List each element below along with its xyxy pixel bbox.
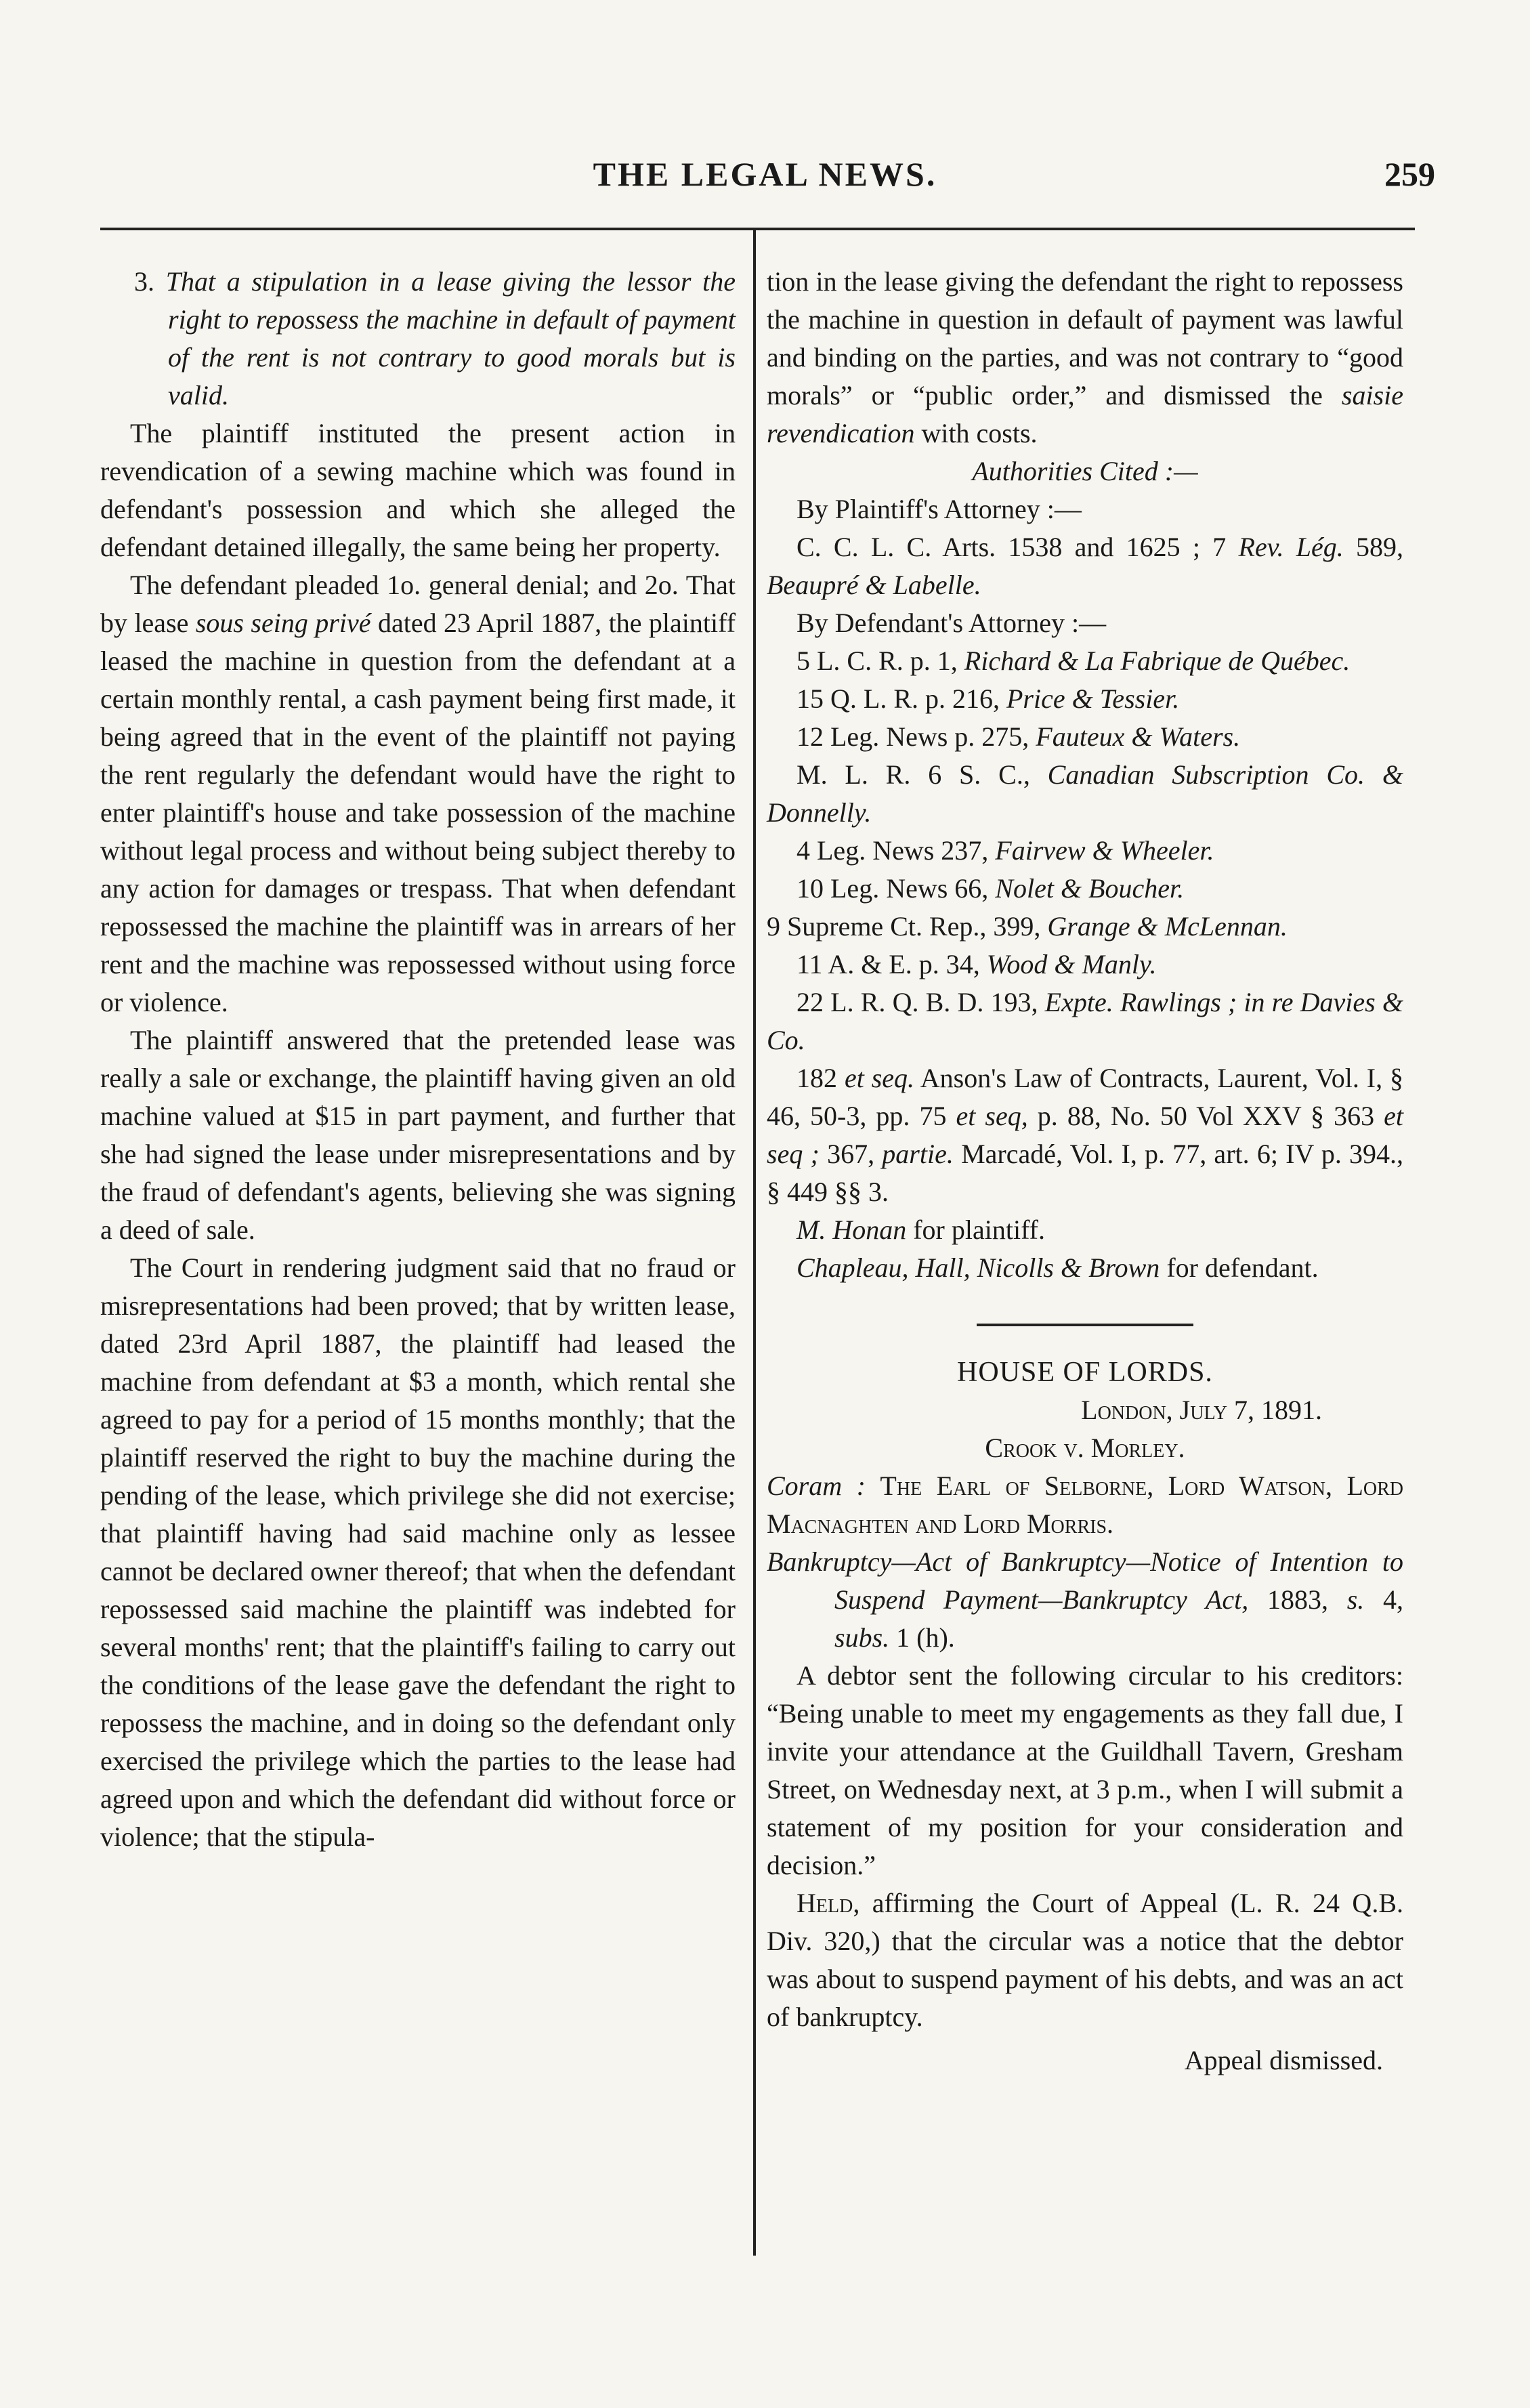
citation: [767, 984, 1403, 1059]
case-name: Fauteux & Waters.: [1036, 721, 1241, 752]
text: 1 (h).: [896, 1622, 955, 1653]
header-rule: [100, 228, 1415, 230]
text: 11 A. & E. p. 34,: [796, 949, 980, 979]
column-divider: [753, 230, 756, 2256]
case-name: Expte. Rawlings ; in re Davies & Co.: [767, 987, 1403, 1055]
text: 10 Leg. News 66,: [796, 873, 989, 904]
citation: [767, 908, 1403, 946]
text: for defendant.: [1166, 1252, 1319, 1283]
citation: [767, 832, 1403, 870]
citation: [767, 870, 1403, 908]
text: M. L. R. 6 S. C.,: [796, 759, 1030, 790]
italic-term: partie.: [882, 1139, 954, 1169]
page-number: 259: [1384, 155, 1435, 193]
counsel-plaintiff: [767, 1211, 1403, 1249]
citation: [767, 528, 1403, 604]
citation: [767, 680, 1403, 718]
disposition: Appeal dismissed.: [1184, 2045, 1383, 2075]
italic-term: sous seing privé: [195, 608, 371, 638]
counsel-defendant: [767, 1249, 1403, 1287]
case-name: Fairvew & Wheeler.: [995, 835, 1214, 866]
counsel-name: Chapleau, Hall, Nicolls & Brown: [796, 1252, 1160, 1283]
citation: [767, 718, 1403, 756]
text: with costs.: [921, 418, 1038, 448]
case-name: Price & Tessier.: [1006, 683, 1180, 714]
text: p. 88, No. 50 Vol XXV § 363: [1037, 1101, 1375, 1131]
paragraph-held: [767, 1884, 1403, 2036]
text: 4,: [1383, 1584, 1404, 1615]
text: 367,: [827, 1139, 875, 1169]
text: affirming the Court of Appeal (L. R. 24 Q.B. Div. 320,) that the circular was a notice that the debtor was about to suspend payment of his debts, and was an act of bankruptcy.: [767, 1888, 1404, 2032]
text: 15 Q. L. R. p. 216,: [796, 683, 1000, 714]
case-name: Wood & Manly.: [986, 949, 1157, 979]
case-name: Nolet & Boucher.: [995, 873, 1185, 904]
text: Anson's Law of Contracts, Laurent, Vol. I, § 46, 50-3, pp. 75: [767, 1063, 1404, 1131]
holding-3: [100, 263, 736, 415]
text: for plaintiff.: [913, 1214, 1045, 1245]
plaintiff-attorney-label: By Plaintiff's Attorney :—: [796, 494, 1082, 524]
journal-title: THE LEGAL NEWS.: [593, 155, 937, 193]
citation: [767, 756, 1403, 832]
held-label: Held,: [796, 1888, 860, 1918]
citation: [767, 946, 1403, 984]
case-name: Grange & McLennan.: [1047, 911, 1288, 942]
citation: [767, 1059, 1403, 1211]
italic-term: saisie revendication: [767, 380, 1404, 448]
judges: The Earl of Selborne, Lord Watson, Lord Macnaghten and Lord Morris.: [767, 1471, 1404, 1539]
text: C. C. L. C. Arts. 1538 and 1625 ; 7: [796, 532, 1227, 562]
text: 1883,: [1267, 1584, 1328, 1615]
text: tion in the lease giving the defendant the right to repossess the machine in question in default of payment was lawful and binding on the parties, and was not contrary to “good morals” or “public order,” and dismissed the: [767, 266, 1403, 410]
section-divider: [977, 1324, 1193, 1326]
section-title: HOUSE OF LORDS.: [957, 1357, 1213, 1388]
case-name: Canadian Subscription Co. & Donnelly.: [767, 759, 1404, 828]
paragraph-judgment: The Court in rendering judgment said that no fraud or misrepresentations had been proved; that by written lease, dated 23rd April 1887, the plaintiff had leased the machine from defendant at $3 a month, which rental she agreed to pay for a period of 15 months monthly; that the plaintiff reserved the right to buy the machine during the pending of the lease, which privilege she did not exercise; that plaintiff having had said machine only as lessee cannot be declared owner thereof; that when the defendant repossessed said machine the plaintiff was indebted for several months' rent; that the plaintiff's failing to carry out the conditions of the lease gave the defendant the right to repossess the machine, and in doing so the defendant only exercised the privilege which the parties to the lease had agreed upon and which the defendant did without force or violence; that the stipula-: [100, 1252, 736, 1852]
text: 12 Leg. News p. 275,: [796, 721, 1029, 752]
left-column: [100, 263, 736, 1856]
text: The defendant pleaded 1o. general denial; and 2o. That by lease: [100, 570, 736, 638]
paragraph-action: The plaintiff instituted the present action in revendication of a sewing machine which was found in defendant's possession and which she alleged the defendant detained illegally, the same being her property.: [100, 418, 736, 562]
case-parties: Crook v. Morley.: [985, 1433, 1185, 1463]
case-name: Beaupré & Labelle.: [767, 570, 981, 600]
coram: [767, 1467, 1403, 1543]
italic-term: et seq ;: [767, 1101, 1403, 1169]
holding-number: 3.: [134, 266, 154, 297]
italic-term: et seq,: [956, 1101, 1028, 1131]
counsel-name: M. Honan: [796, 1214, 907, 1245]
coram-label: Coram :: [767, 1471, 866, 1501]
case-name: Richard & La Fabrique de Québec.: [964, 646, 1351, 676]
headnote-keywords: [767, 1543, 1403, 1657]
text: 22 L. R. Q. B. D. 193,: [796, 987, 1038, 1017]
right-column: [767, 263, 1403, 2079]
italic-term: et seq.: [844, 1063, 915, 1093]
citation: [767, 642, 1403, 680]
keywords: Bankruptcy—Act of Bankruptcy—Notice of Intention to Suspend Payment—Bankruptcy Act,: [767, 1546, 1403, 1615]
holding-text: That a stipulation in a lease giving the lessor the right to repossess the machine in default of payment of the rent is not contrary to good morals but is valid.: [165, 266, 736, 410]
dateline: London, July 7, 1891.: [1081, 1395, 1322, 1425]
italic-term: Rev. Lég.: [1238, 532, 1344, 562]
paragraph-defendant-plea: [100, 566, 736, 1021]
italic-term: subs.: [834, 1622, 890, 1653]
text: 182: [796, 1063, 837, 1093]
text: 589,: [1356, 532, 1403, 562]
defendant-attorney-label: By Defendant's Attorney :—: [796, 608, 1107, 638]
text: 4 Leg. News 237,: [796, 835, 989, 866]
text: 9 Supreme Ct. Rep., 399,: [767, 911, 1041, 942]
text: 5 L. C. R. p. 1,: [796, 646, 958, 676]
authorities-heading: Authorities Cited :—: [972, 456, 1198, 486]
text: Marcadé, Vol. I, p. 77, art. 6; IV p. 394., § 449 §§ 3.: [767, 1139, 1404, 1207]
italic-term: s.: [1346, 1584, 1365, 1615]
text: dated 23 April 1887, the plaintiff leased the machine in question from the defendant at a certain monthly rental, a cash payment being first made, it being agreed that in the event of the plaintiff not paying the rent regularly the defendant would have the right to enter plaintiff's house and take possession of the machine without legal process and without being subject thereby to any action for damages or trespass. That when defendant repossessed the machine the plaintiff was in arrears of her rent and the machine was repossessed without using force or violence.: [100, 608, 736, 1017]
running-head: [95, 154, 1435, 215]
paragraph-debtor-circular: A debtor sent the following circular to his creditors: “Being unable to meet my engagements as they fall due, I invite your attendance at the Guildhall Tavern, Gresham Street, on Wednesday next, at 3 p.m., when I will submit a statement of my position for your consideration and decision.”: [767, 1660, 1403, 1880]
paragraph-judgment-continued: [767, 263, 1403, 452]
paragraph-plaintiff-answer: The plaintiff answered that the pretended lease was really a sale or exchange, the plaintiff having given an old machine valued at $15 in part payment, and further that she had signed the lease under misrepresentations and by the fraud of defendant's agents, believing she was signing a deed of sale.: [100, 1025, 736, 1245]
